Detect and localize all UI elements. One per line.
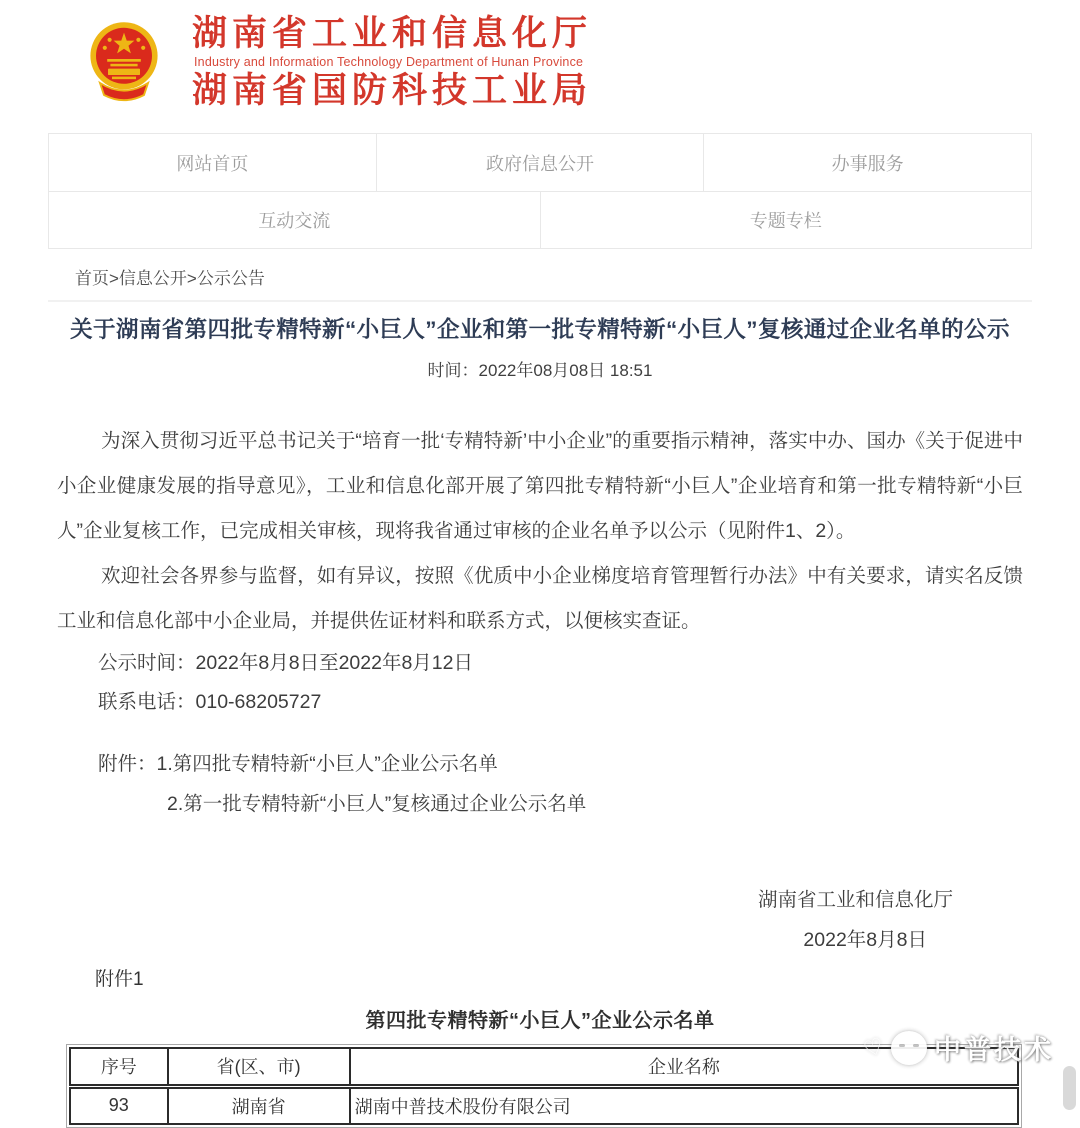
article bbox=[0, 315, 1080, 1128]
attachments-label: 附件： bbox=[98, 753, 157, 775]
watermark-text: 中普技术 bbox=[934, 1035, 1054, 1065]
signature-date: 2022年8月8日 bbox=[803, 929, 927, 951]
attachment1-table-title: 第四批专精特新“小巨人”企业公示名单 bbox=[365, 1010, 715, 1032]
article-title: 关于湖南省第四批专精特新“小巨人”企业和第一批专精特新“小巨人”复核通过企业名单的公示 bbox=[70, 317, 1010, 342]
main-nav bbox=[48, 133, 1032, 249]
publish-time: 时间：2022年08月08日 18:51 bbox=[427, 361, 653, 380]
article-body bbox=[57, 419, 1023, 960]
breadcrumb[interactable]: 首页>信息公开>公示公告 bbox=[75, 269, 265, 288]
cell-enterprise-name: 湖南中普技术股份有限公司 bbox=[350, 1086, 1018, 1124]
paragraph-1: 为深入贯彻习近平总书记关于“培育一批‘专精特新’中小企业”的重要指示精神，落实中办、国办《关于促进中小企业健康发展的指导意见》，工业和信息化部开展了第四批专精特新“小巨人”企业培育和第一批专精特新“小巨人”企业复核工作，已完成相关审核，现将我省通过审核的企业名单予以公示（见附件1、2）。 bbox=[57, 430, 1023, 542]
org-name-cn2: 湖南省国防科技工业局 bbox=[192, 71, 593, 111]
paragraph-2: 欢迎社会各界参与监督，如有异议，按照《优质中小企业梯度培育管理暂行办法》中有关要求，请实名反馈工业和信息化部中小企业局，并提供佐证材料和联系方式，以便核实查证。 bbox=[57, 565, 1023, 632]
publicity-period: 公示时间：2022年8月8日至2022年8月12日 bbox=[98, 652, 473, 674]
enterprise-table bbox=[69, 1047, 1019, 1125]
nav-row-2 bbox=[49, 191, 1031, 248]
cell-index: 93 bbox=[70, 1086, 168, 1124]
scrollbar-thumb[interactable] bbox=[1063, 1066, 1076, 1110]
national-emblem-icon bbox=[84, 19, 164, 107]
attachments-list bbox=[57, 744, 1023, 824]
heart-icon: ♡ bbox=[860, 1032, 888, 1062]
breadcrumb-wrap bbox=[48, 249, 1032, 302]
attachment1-label: 附件1 bbox=[95, 969, 144, 990]
attachment-item-2: 2.第一批专精特新“小巨人”复核通过企业公示名单 bbox=[167, 793, 587, 815]
signature-block bbox=[57, 880, 953, 960]
attachment-item-1 bbox=[57, 744, 1023, 784]
org-name-cn: 湖南省工业和信息化厅 bbox=[192, 14, 593, 54]
nav-item-home[interactable]: 网站首页 bbox=[176, 153, 249, 174]
org-titles bbox=[192, 16, 592, 110]
col-header-enterprise-name: 企业名称 bbox=[350, 1048, 1018, 1086]
table-header-row bbox=[70, 1048, 1018, 1086]
col-header-index: 序号 bbox=[70, 1048, 168, 1086]
nav-item-interaction[interactable]: 互动交流 bbox=[258, 211, 331, 231]
enterprise-table-wrap bbox=[66, 1044, 1022, 1128]
attachment-1-text: 1.第四批专精特新“小巨人”企业公示名单 bbox=[156, 753, 498, 775]
site-header bbox=[0, 0, 1080, 116]
signature-org: 湖南省工业和信息化厅 bbox=[757, 889, 953, 911]
cell-province: 湖南省 bbox=[168, 1086, 350, 1124]
org-name-en: Industry and Information Technology Department of Hunan Province bbox=[194, 54, 584, 69]
nav-row-1 bbox=[49, 134, 1031, 191]
nav-item-gov-info-disclosure[interactable]: 政府信息公开 bbox=[376, 134, 704, 191]
contact-phone: 联系电话：010-68205727 bbox=[98, 691, 322, 713]
nav-item-special-columns[interactable]: 专题专栏 bbox=[540, 192, 1032, 248]
table-row bbox=[70, 1086, 1018, 1124]
nav-item-services[interactable]: 办事服务 bbox=[703, 134, 1031, 191]
col-header-province: 省(区、市) bbox=[168, 1048, 350, 1086]
